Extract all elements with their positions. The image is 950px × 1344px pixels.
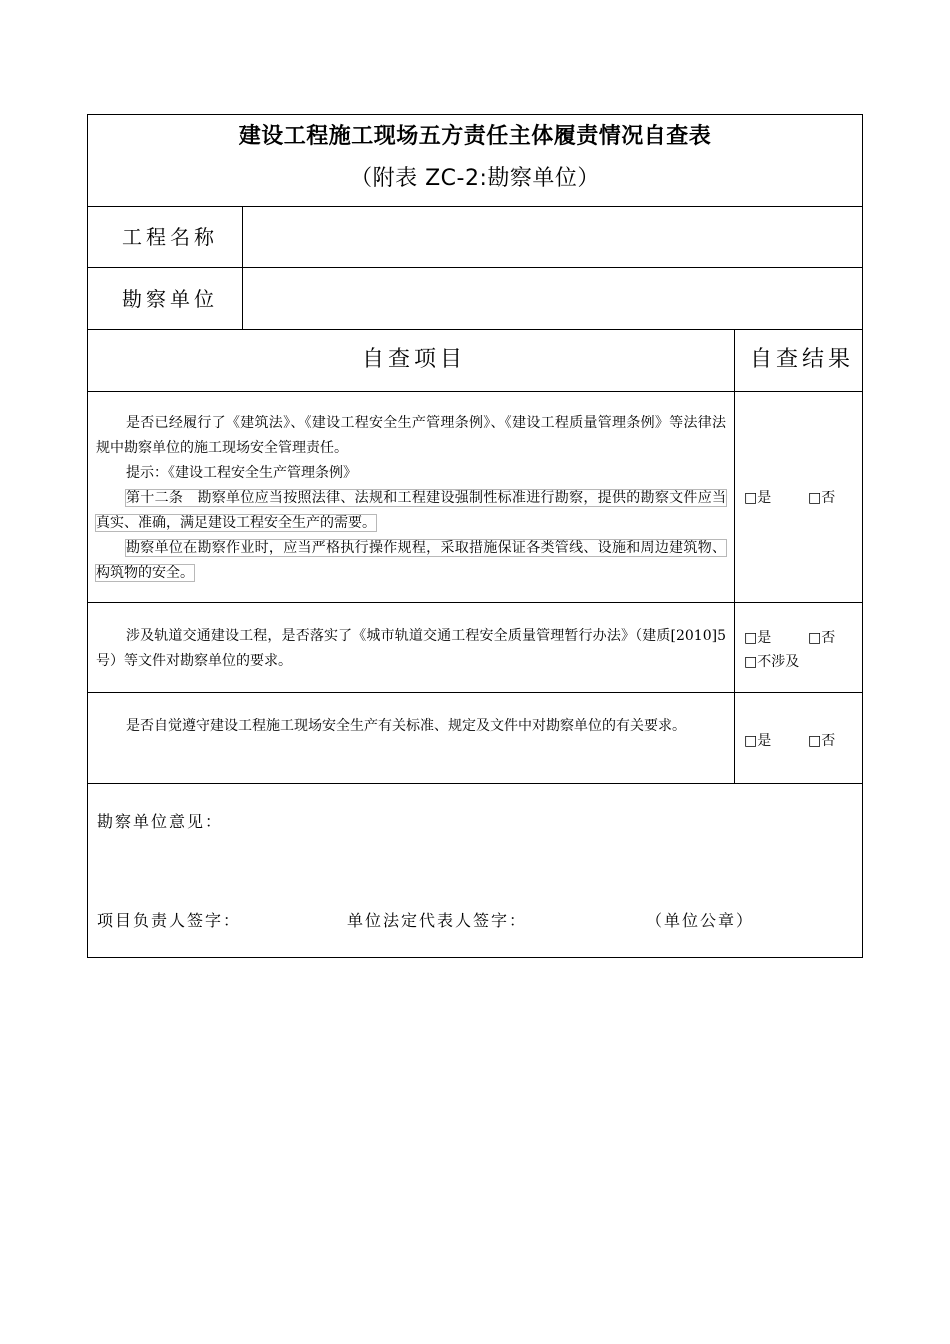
article-twelve-cont — [96, 536, 726, 586]
divider — [734, 392, 735, 602]
check-item-2 — [88, 603, 862, 693]
check-item-1 — [88, 392, 862, 603]
opinion-label: 勘察单位意见： — [97, 812, 224, 831]
project-name-label: 工程名称 — [122, 225, 218, 249]
legal-rep-signature[interactable]: 单位法定代表人签字： — [347, 911, 528, 930]
survey-unit-label: 勘察单位 — [122, 287, 218, 311]
check-item-text — [96, 624, 726, 674]
title-row — [88, 115, 862, 207]
result-column-header: 自查结果 — [750, 347, 855, 372]
option-no[interactable]: □否 — [808, 490, 836, 506]
article-twelve-cont-text: 勘察单位在勘察作业时，应当严格执行操作规程，采取措施保证各类管线、设施和周边建筑物、构筑物的安全。 — [96, 540, 726, 581]
check-item-text — [96, 714, 726, 739]
project-leader-signature[interactable]: 项目负责人签字： — [97, 911, 242, 930]
form-subtitle: （附表 ZC-2:勘察单位） — [350, 166, 600, 191]
article-twelve-text: 第十二条 勘察单位应当按照法律、法规和工程建设强制性标准进行勘察，提供的勘察文件应当真实、准确，满足建设工程安全生产的需要。 — [96, 490, 726, 531]
option-no[interactable]: □否 — [808, 733, 836, 749]
item-question: 涉及轨道交通建设工程，是否落实了《城市轨道交通工程安全质量管理暂行办法》（建质[2010]5 号）等文件对勘察单位的要求。 — [96, 628, 726, 669]
option-yes[interactable]: □是 — [744, 733, 772, 749]
survey-unit-row — [88, 268, 862, 330]
form-title: 建设工程施工现场五方责任主体履责情况自查表 — [238, 124, 712, 149]
check-item-text — [96, 411, 726, 586]
divider — [734, 330, 735, 391]
divider — [734, 603, 735, 692]
opinion-section — [88, 784, 862, 957]
project-name-field[interactable] — [244, 207, 862, 267]
unit-seal: （单位公章） — [646, 911, 755, 930]
divider — [242, 268, 243, 329]
option-yes[interactable]: □是 — [744, 630, 772, 646]
option-not-applicable[interactable]: □不涉及 — [744, 654, 800, 670]
option-yes[interactable]: □是 — [744, 490, 772, 506]
article-twelve — [96, 486, 726, 536]
self-check-form — [87, 114, 863, 958]
divider — [734, 693, 735, 783]
item-column-header: 自查项目 — [362, 347, 467, 372]
column-header-row — [88, 330, 862, 392]
check-item-3 — [88, 693, 862, 784]
divider — [242, 207, 243, 267]
survey-unit-field[interactable] — [244, 268, 862, 329]
item-hint: 提示：《建设工程安全生产管理条例》 — [126, 465, 357, 481]
item-question: 是否自觉遵守建设工程施工现场安全生产有关标准、规定及文件中对勘察单位的有关要求。 — [126, 718, 686, 734]
item-question: 是否已经履行了《建筑法》、《建设工程安全生产管理条例》、《建设工程质量管理条例》等法律法规中勘察单位的施工现场安全管理责任。 — [96, 415, 726, 456]
option-no[interactable]: □否 — [808, 630, 836, 646]
project-name-row — [88, 207, 862, 268]
